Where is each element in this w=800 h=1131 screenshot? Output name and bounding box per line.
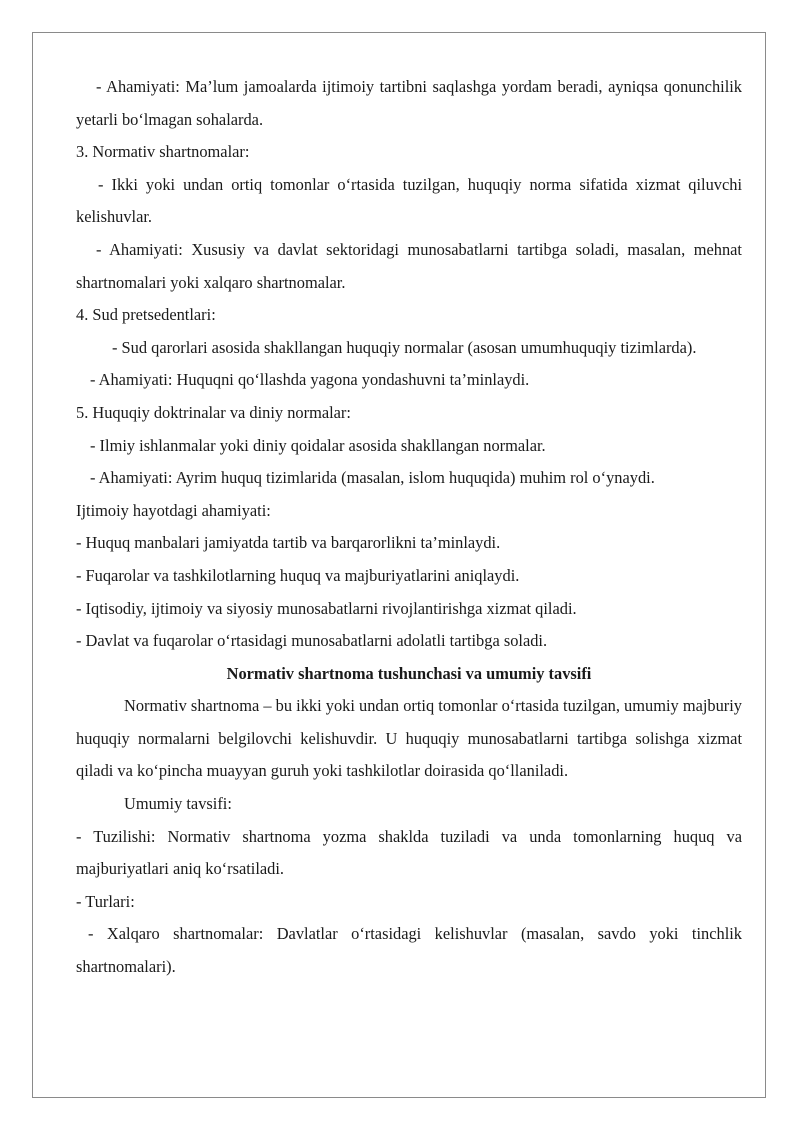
document-body [76,71,742,984]
item-4-heading: 4. Sud pretsedentlari: [76,305,216,325]
bullet-normative-contracts: - Ikki yoki undan ortiq tomonlar o‘rtasida tuzilgan, huquqiy norma sifatida xizmat qiluvchi kelishuvlar. [76,174,742,227]
structure-bullet: - Tuzilishi: Normativ shartnoma yozma shaklda tuziladi va unda tomonlarning huquq va majburiyatlari aniq ko‘rsatiladi. [76,826,742,879]
social-bullet-2: - Fuqarolar va tashkilotlarning huquq va majburiyatlarini aniqlaydi. [76,565,520,585]
types-bullet: - Turlari: [76,891,135,911]
social-bullet-1: - Huquq manbalari jamiyatda tartib va barqarorlikni ta’minlaydi. [76,533,501,553]
definition-paragraph: Normativ shartnoma – bu ikki yoki undan ortiq tomonlar o‘rtasida tuzilgan, umumiy majburiy huquqiy normalarni belgilovchi kelishuvdir. U huquqiy munosabatlarni tartibga solishga xizmat qiladi va ko‘pincha muayyan guruh yoki tashkilotlar doirasida qo‘llaniladi. [76,696,742,781]
social-bullet-4: - Davlat va fuqarolar o‘rtasidagi munosabatlarni adolatli tartibga soladi. [76,631,548,651]
item-5-heading: 5. Huquqiy doktrinalar va diniy normalar: [76,402,351,422]
bullet-importance-customs: - Ahamiyati: Ma’lum jamoalarda ijtimoiy tartibni saqlashga yordam beradi, ayniqsa qonunchilik yetarli bo‘lmagan sohalarda. [76,77,742,129]
section-heading: Normativ shartnoma tushunchasi va umumiy tavsifi [226,663,592,683]
bullet-importance-precedents: - Ahamiyati: Huquqni qo‘llashda yagona yondashuvni ta’minlaydi. [90,370,530,390]
bullet-doctrines: - Ilmiy ishlanmalar yoki diniy qoidalar asosida shakllangan normalar. [90,435,546,455]
bullet-importance-contracts: - Ahamiyati: Xususiy va davlat sektoridagi munosabatlarni tartibga soladi, masalan, mehnat shartnomalari yoki xalqaro shartnomalar. [76,239,742,292]
item-3-heading: 3. Normativ shartnomalar: [76,142,250,162]
social-bullet-3: - Iqtisodiy, ijtimoiy va siyosiy munosabatlarni rivojlantirishga xizmat qiladi. [76,598,577,618]
social-importance-heading: Ijtimoiy hayotdagi ahamiyati: [76,500,271,520]
international-treaties-bullet: - Xalqaro shartnomalar: Davlatlar o‘rtasidagi kelishuvlar (masalan, savdo yoki tinchlik shartnomalari). [76,924,742,977]
bullet-court-precedents: - Sud qarorlari asosida shakllangan huquqiy normalar (asosan umumhuquqiy tizimlarda). [112,337,697,357]
bullet-importance-doctrines: - Ahamiyati: Ayrim huquq tizimlarida (masalan, islom huquqida) muhim rol o‘ynaydi. [90,468,655,488]
general-description-label: Umumiy tavsifi: [124,794,232,814]
